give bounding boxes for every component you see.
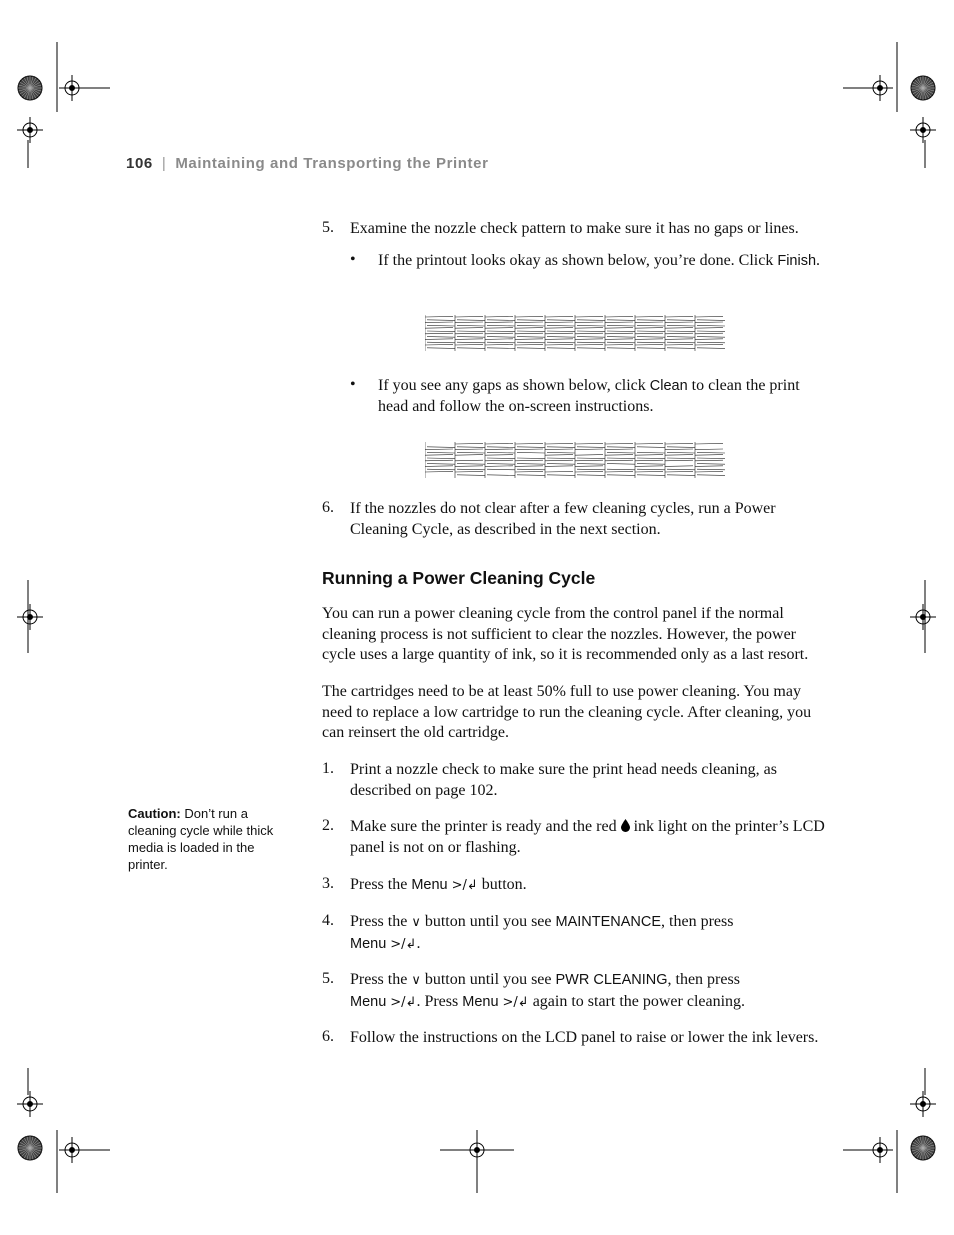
pattern-line [635, 322, 663, 323]
pattern-line [515, 443, 543, 444]
pattern-line [457, 320, 485, 321]
pattern-line [545, 316, 573, 317]
pattern-line [485, 466, 513, 467]
pattern-line [575, 322, 603, 323]
pattern-line [517, 447, 545, 448]
pattern-line [547, 348, 575, 349]
pattern-line [635, 455, 663, 456]
step-number: 2. [322, 817, 334, 834]
pattern-line [515, 449, 543, 450]
nozzle-pattern-gaps [425, 442, 725, 478]
pattern-line [637, 331, 665, 332]
pattern-line [575, 339, 603, 340]
pattern-line [485, 443, 513, 444]
pattern-line [487, 320, 515, 321]
pattern-line [665, 471, 693, 472]
pattern-line [455, 316, 483, 317]
pattern-line [667, 348, 695, 349]
pattern-line [455, 471, 483, 472]
pattern-line [607, 320, 635, 321]
pattern-line [695, 443, 723, 444]
pattern-line [545, 460, 573, 461]
pattern-line [577, 475, 605, 476]
pattern-line [577, 458, 605, 459]
pattern-line [487, 342, 515, 343]
pattern-line [695, 328, 723, 329]
pattern-line [457, 325, 485, 326]
pattern-line [665, 460, 693, 461]
bullet-text-gaps: If you see any gaps as shown below, click Clean to clean the print head and follow the on-screen instructions. [378, 377, 800, 415]
pattern-line [425, 339, 453, 340]
pattern-line [427, 337, 455, 338]
pattern-line [577, 447, 605, 448]
pattern-line [457, 464, 485, 465]
pattern-line [425, 322, 453, 323]
pattern-line [545, 339, 573, 340]
pattern-line [637, 348, 665, 349]
pattern-line [667, 475, 695, 476]
pattern-line [635, 471, 663, 472]
pattern-line [667, 452, 695, 453]
menu-enter-icon: >/↲ [390, 994, 417, 1010]
step-number: 3. [322, 875, 334, 892]
pattern-line [607, 348, 635, 349]
pattern-line [457, 348, 485, 349]
pattern-line [605, 339, 633, 340]
pattern-line [487, 475, 515, 476]
pattern-line [665, 449, 693, 450]
pattern-line [637, 458, 665, 459]
pattern-line [485, 344, 513, 345]
pattern-line [485, 455, 513, 456]
pattern-line [695, 316, 723, 317]
section-heading: Running a Power Cleaning Cycle [322, 568, 596, 588]
pattern-line [545, 333, 573, 334]
pattern-line [695, 344, 723, 345]
step-number: 5. [322, 219, 334, 236]
pattern-line [485, 322, 513, 323]
pattern-line [487, 337, 515, 338]
pattern-line [605, 333, 633, 334]
menu-enter-icon: >/↲ [451, 878, 478, 893]
pattern-line [455, 328, 483, 329]
pattern-line [485, 333, 513, 334]
pattern-line [515, 328, 543, 329]
pattern-line [547, 475, 575, 476]
bullet-mark: • [350, 376, 356, 393]
pattern-line [667, 458, 695, 459]
pattern-line [635, 466, 663, 467]
pattern-line [635, 333, 663, 334]
pattern-line [517, 325, 545, 326]
pattern-line [665, 466, 693, 467]
pattern-line [665, 344, 693, 345]
pattern-line [455, 466, 483, 467]
pattern-line [695, 460, 723, 461]
pattern-line [697, 452, 725, 453]
pattern-line [547, 337, 575, 338]
pattern-line [547, 325, 575, 326]
pattern-line [577, 331, 605, 332]
pattern-line [427, 464, 455, 465]
pattern-line [605, 443, 633, 444]
step-number: 1. [322, 760, 334, 777]
pattern-line [547, 458, 575, 459]
pattern-line [577, 342, 605, 343]
pattern-line [695, 449, 723, 450]
pattern-line [667, 337, 695, 338]
pattern-line [485, 339, 513, 340]
pattern-line [607, 331, 635, 332]
page-number: 106 [126, 155, 153, 172]
caution-note [128, 805, 288, 873]
pattern-line [577, 320, 605, 321]
caution-text: Don’t run a cleaning cycle while thick media is loaded in the printer. [128, 806, 274, 872]
pattern-line [545, 322, 573, 323]
step-text: Follow the instructions on the LCD panel to raise or lower the ink levers. [350, 1029, 819, 1046]
pattern-line [487, 469, 515, 470]
pattern-line [665, 333, 693, 334]
pattern-line [547, 452, 575, 453]
pattern-line [695, 466, 723, 467]
pattern-line [607, 458, 635, 459]
paragraph: The cartridges need to be at least 50% full to use power cleaning. You may need to replace a low cartridge to run the cleaning cycle. After cleaning, you can reinsert the old cartridge. [322, 683, 812, 741]
pattern-line [635, 460, 663, 461]
pattern-line [697, 458, 725, 459]
pattern-line [427, 452, 455, 453]
pattern-line [455, 333, 483, 334]
pattern-line [635, 316, 663, 317]
pattern-line [697, 342, 725, 343]
pattern-line [517, 337, 545, 338]
pattern-line [487, 458, 515, 459]
pattern-line [667, 469, 695, 470]
registration-dot [921, 1102, 926, 1107]
pattern-line [695, 322, 723, 323]
pattern-line [517, 469, 545, 470]
pattern-line [607, 325, 635, 326]
nozzle-pattern-good [425, 315, 725, 351]
pattern-line [667, 342, 695, 343]
pattern-line [545, 443, 573, 444]
pattern-line [547, 464, 575, 465]
pattern-line [637, 337, 665, 338]
pattern-line [667, 331, 695, 332]
chapter-title: Maintaining and Transporting the Printer [175, 155, 489, 172]
pattern-line [515, 466, 543, 467]
pattern-line [665, 328, 693, 329]
pattern-line [605, 449, 633, 450]
pattern-line [427, 342, 455, 343]
pattern-line [637, 447, 665, 448]
pattern-line [515, 344, 543, 345]
header-separator: | [161, 155, 167, 172]
pattern-line [457, 475, 485, 476]
pattern-line [605, 344, 633, 345]
pattern-line [515, 333, 543, 334]
pattern-line [577, 464, 605, 465]
pattern-line [517, 452, 545, 453]
pattern-line [667, 320, 695, 321]
pattern-line [457, 342, 485, 343]
pattern-line [577, 348, 605, 349]
step-text: Press the Menu >/↲ button. [350, 876, 527, 893]
pattern-line [517, 342, 545, 343]
pattern-line [427, 458, 455, 459]
pattern-line [425, 344, 453, 345]
pattern-line [575, 449, 603, 450]
registration-dot [28, 128, 33, 133]
pattern-line [637, 469, 665, 470]
pattern-line [517, 458, 545, 459]
pattern-line [517, 475, 545, 476]
clean-label: Clean [649, 378, 688, 394]
pattern-line [695, 455, 723, 456]
pattern-line [545, 466, 573, 467]
pattern-line [547, 331, 575, 332]
pattern-line [485, 460, 513, 461]
pattern-line [547, 447, 575, 448]
pattern-line [487, 447, 515, 448]
pattern-line [487, 452, 515, 453]
menu-label: Menu [411, 877, 448, 893]
pattern-line [455, 339, 483, 340]
pattern-line [575, 466, 603, 467]
pattern-line [517, 464, 545, 465]
pattern-line [425, 449, 453, 450]
down-arrow-icon: ∨ [411, 973, 421, 988]
pattern-line [697, 325, 725, 326]
pattern-line [607, 337, 635, 338]
pattern-line [637, 320, 665, 321]
step-number: 6. [322, 499, 334, 516]
pattern-line [605, 316, 633, 317]
pattern-line [545, 455, 573, 456]
pattern-line [515, 471, 543, 472]
pattern-line [487, 331, 515, 332]
step-number: 5. [322, 970, 334, 987]
pattern-line [575, 316, 603, 317]
pattern-line [695, 333, 723, 334]
registration-dot [921, 128, 926, 133]
pattern-line [577, 469, 605, 470]
pattern-line [545, 328, 573, 329]
pwr-cleaning-label: PWR CLEANING [555, 972, 668, 988]
step-text: Print a nozzle check to make sure the print head needs cleaning, as described on page 102. [350, 761, 777, 799]
pattern-line [695, 471, 723, 472]
pattern-line [455, 322, 483, 323]
menu-label: Menu [462, 993, 499, 1010]
pattern-line [457, 447, 485, 448]
pattern-line [635, 443, 663, 444]
pattern-line [425, 455, 453, 456]
pattern-line [635, 328, 663, 329]
pattern-line [425, 328, 453, 329]
finish-label: Finish [777, 253, 817, 269]
pattern-line [665, 455, 693, 456]
pattern-line [545, 344, 573, 345]
menu-enter-icon: >/↲ [502, 994, 529, 1010]
pattern-line [697, 464, 725, 465]
menu-label: Menu [350, 935, 387, 952]
pattern-line [605, 322, 633, 323]
pattern-line [427, 348, 455, 349]
bullet-mark: • [350, 251, 356, 268]
pattern-line [637, 475, 665, 476]
pattern-line [487, 325, 515, 326]
menu-label: Menu [350, 993, 387, 1010]
pattern-line [635, 344, 663, 345]
pattern-line [697, 348, 725, 349]
pattern-line [485, 316, 513, 317]
pattern-line [457, 331, 485, 332]
pattern-line [515, 460, 543, 461]
step-text: Press the ∨ button until you see PWR CLEANING, then press Menu >/↲. Press Menu >/↲ again to start the power cleaning. [350, 971, 746, 1010]
pattern-line [607, 447, 635, 448]
menu-enter-icon: >/↲ [390, 936, 417, 952]
pattern-line [425, 460, 453, 461]
pattern-line [575, 333, 603, 334]
pattern-line [575, 460, 603, 461]
pattern-line [607, 469, 635, 470]
pattern-line [425, 316, 453, 317]
pattern-line [697, 475, 725, 476]
caution-label: Caution: [128, 806, 181, 821]
ink-drop-icon [621, 819, 630, 832]
pattern-line [487, 464, 515, 465]
step-text: If the nozzles do not clear after a few cleaning cycles, run a Power Cleaning Cycle, as described in the next section. [350, 500, 776, 538]
maintenance-label: MAINTENANCE [555, 914, 662, 930]
pattern-line [575, 328, 603, 329]
pattern-line [455, 344, 483, 345]
pattern-line [577, 325, 605, 326]
pattern-line [697, 337, 725, 338]
pattern-line [485, 328, 513, 329]
pattern-line [667, 325, 695, 326]
pattern-line [697, 331, 725, 332]
pattern-line [517, 320, 545, 321]
paragraph: You can run a power cleaning cycle from the control panel if the normal cleaning process is not sufficient to clear the nozzles. However, the power cycle uses a large quantity of ink, so it is recommended only as a last resort. [322, 605, 809, 663]
pattern-line [515, 322, 543, 323]
pattern-line [457, 337, 485, 338]
pattern-line [515, 316, 543, 317]
pattern-line [575, 455, 603, 456]
pattern-line [427, 447, 455, 448]
pattern-line [575, 344, 603, 345]
pattern-line [605, 460, 633, 461]
down-arrow-icon: ∨ [411, 915, 421, 930]
step-number: 4. [322, 912, 334, 929]
bullet-text-okay: If the printout looks okay as shown below, you’re done. Click Finish. [378, 252, 821, 269]
pattern-line [607, 475, 635, 476]
pattern-line [425, 471, 453, 472]
pattern-line [427, 331, 455, 332]
pattern-line [607, 464, 635, 465]
pattern-line [517, 348, 545, 349]
pattern-line [697, 469, 725, 470]
pattern-line [635, 339, 663, 340]
pattern-line [637, 464, 665, 465]
pattern-line [427, 320, 455, 321]
pattern-line [425, 333, 453, 334]
pattern-line [637, 325, 665, 326]
pattern-line [575, 471, 603, 472]
pattern-line [577, 337, 605, 338]
pattern-line [455, 460, 483, 461]
pattern-line [427, 325, 455, 326]
pattern-line [517, 331, 545, 332]
pattern-line [607, 342, 635, 343]
pattern-line [665, 339, 693, 340]
pattern-line [455, 443, 483, 444]
pattern-line [545, 471, 573, 472]
pattern-line [637, 452, 665, 453]
pattern-line [427, 469, 455, 470]
pattern-line [515, 339, 543, 340]
step-text: Make sure the printer is ready and the red ink light on the printer’s LCD panel is not on or flashing. [350, 818, 825, 856]
pattern-line [665, 443, 693, 444]
step-text: Press the ∨ button until you see MAINTENANCE, then press Menu >/↲. [350, 913, 734, 952]
pattern-line [455, 449, 483, 450]
pattern-line [487, 348, 515, 349]
pattern-line [605, 455, 633, 456]
registration-dot [28, 1102, 33, 1107]
pattern-line [455, 455, 483, 456]
pattern-line [697, 320, 725, 321]
pattern-line [695, 339, 723, 340]
pattern-line [457, 452, 485, 453]
pattern-line [607, 452, 635, 453]
step-text: Examine the nozzle check pattern to make sure it has no gaps or lines. [350, 220, 799, 237]
pattern-line [665, 322, 693, 323]
pattern-line [485, 449, 513, 450]
pattern-line [665, 316, 693, 317]
pattern-line [545, 449, 573, 450]
pattern-line [425, 466, 453, 467]
running-header [126, 155, 489, 172]
pattern-line [605, 471, 633, 472]
pattern-line [547, 320, 575, 321]
pattern-line [667, 447, 695, 448]
step-number: 6. [322, 1028, 334, 1045]
pattern-line [457, 469, 485, 470]
pattern-line [547, 342, 575, 343]
pattern-line [575, 443, 603, 444]
pattern-line [605, 328, 633, 329]
pattern-line [637, 342, 665, 343]
